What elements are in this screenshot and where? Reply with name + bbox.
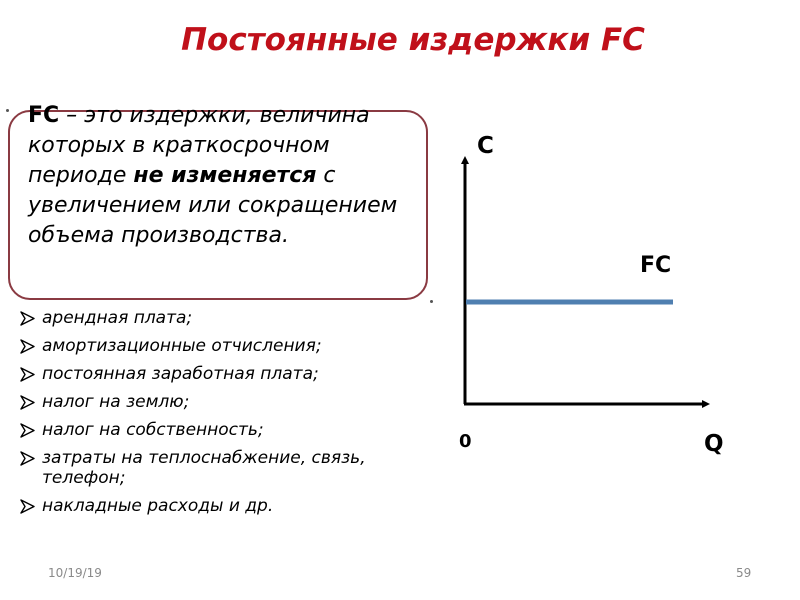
list-item-label: налог на собственность; bbox=[42, 420, 264, 440]
list-item bbox=[20, 392, 420, 412]
bullet-dot bbox=[430, 300, 433, 303]
fixed-cost-graph bbox=[440, 120, 760, 470]
list-item-label: амортизационные отчисления; bbox=[42, 336, 322, 356]
list-item bbox=[20, 308, 420, 328]
slide-title: Постоянные издержки FC bbox=[181, 22, 645, 58]
definition-part1: – это издержки, величина которых в краткосрочном периоде bbox=[28, 103, 370, 188]
list-item bbox=[20, 420, 420, 440]
definition-text bbox=[28, 101, 418, 251]
list-item bbox=[20, 448, 420, 488]
origin-label: 0 bbox=[459, 431, 472, 452]
definition-emphasis: не изменяется bbox=[133, 163, 317, 188]
arrow-bullet-icon bbox=[20, 339, 35, 354]
bullet-dot bbox=[6, 109, 9, 112]
arrow-bullet-icon bbox=[20, 367, 35, 382]
arrow-bullet-icon bbox=[20, 395, 35, 410]
list-item bbox=[20, 364, 420, 384]
definition-term: FC bbox=[28, 103, 60, 128]
list-item bbox=[20, 496, 420, 516]
arrow-bullet-icon bbox=[20, 499, 35, 514]
fixed-cost-list bbox=[20, 308, 420, 524]
page-number: 59 bbox=[736, 566, 752, 580]
list-item-label: постоянная заработная плата; bbox=[42, 364, 319, 384]
footer-date: 10/19/19 bbox=[48, 566, 102, 580]
arrow-bullet-icon bbox=[20, 311, 35, 326]
arrow-bullet-icon bbox=[20, 451, 35, 466]
list-item-label: затраты на теплоснабжение, связь, телефон; bbox=[42, 448, 366, 488]
arrow-bullet-icon bbox=[20, 423, 35, 438]
x-axis-label: Q bbox=[704, 431, 724, 457]
list-item-label: налог на землю; bbox=[42, 392, 190, 412]
list-item-label: накладные расходы и др. bbox=[42, 496, 274, 516]
list-item-label: арендная плата; bbox=[42, 308, 193, 328]
list-item bbox=[20, 336, 420, 356]
fc-line-label: FC bbox=[640, 253, 672, 278]
definition-part2: с увеличением или сокращением объема производства. bbox=[28, 163, 398, 248]
y-axis-label: С bbox=[477, 133, 494, 159]
